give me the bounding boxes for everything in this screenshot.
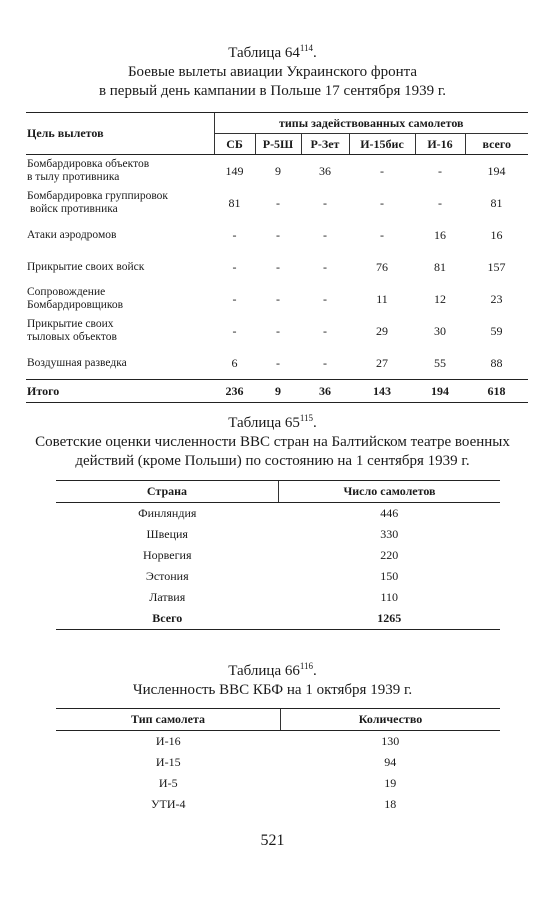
- type-column-header: Тип самолета: [56, 709, 281, 731]
- table-cell: -: [438, 195, 442, 210]
- table-cell: -: [276, 355, 280, 370]
- total-cell: 194: [415, 380, 465, 403]
- total-cell: 618: [465, 380, 528, 403]
- table-cell: 36: [319, 163, 331, 178]
- table-cell: -: [276, 323, 280, 338]
- table-cell: -: [232, 259, 237, 274]
- row-label: [26, 155, 214, 188]
- country-column-header: Страна: [56, 481, 279, 503]
- qty-cell: 19: [384, 776, 397, 790]
- row-label-line: Атаки аэродромов: [27, 228, 117, 241]
- table65-subtitle-1: Советские оценки численности ВВС стран на Балтийском театре военных: [35, 434, 510, 450]
- table64-footnote: 114: [299, 43, 314, 53]
- table64-subtitle-2: в первый день кампании в Польше 17 сентября 1939 г.: [98, 83, 447, 99]
- table-cell: -: [323, 355, 327, 370]
- column-header: всего: [465, 134, 528, 155]
- table65-title-line: Таблица $65^{115}$.: [228, 413, 317, 431]
- table-cell: -: [323, 291, 327, 306]
- column-header: И-16: [415, 134, 465, 155]
- table-cell: 11: [376, 291, 388, 306]
- table-cell: -: [438, 163, 442, 178]
- table-cell: 27: [376, 355, 388, 370]
- row-label: [26, 283, 214, 315]
- table-cell: -: [323, 195, 327, 210]
- qty-column-header: Количество: [281, 709, 501, 731]
- table-cell: 81: [228, 195, 241, 210]
- table-cell: -: [276, 195, 280, 210]
- table-cell: -: [380, 227, 384, 242]
- table65-footnote: 115: [299, 413, 314, 423]
- table-cell: -: [232, 323, 237, 338]
- type-cell: И-16: [155, 734, 181, 748]
- total-label: Итого: [26, 380, 214, 403]
- table-cell: 81: [434, 259, 446, 274]
- country-cell: Норвегия: [143, 548, 192, 562]
- row-label-line: Бомбардировка объектов: [27, 158, 150, 170]
- aircraft-types-header: типы задействованных самолетов: [214, 113, 528, 134]
- table-row: [26, 251, 528, 283]
- table-row: [56, 566, 500, 587]
- table66-title: Таблица 66: [228, 663, 300, 679]
- table-row: [56, 545, 500, 566]
- column-header: И-15бис: [349, 134, 415, 155]
- country-cell: Эстония: [145, 569, 189, 583]
- table-cell: -: [276, 259, 280, 274]
- table-row: [26, 283, 528, 315]
- total-cell: 236: [214, 380, 255, 403]
- table66-footnote: 116: [299, 661, 314, 671]
- table-cell: 59: [490, 323, 503, 338]
- row-label-line: Бомбардировка группировок: [27, 190, 169, 202]
- table-cell: 29: [376, 323, 388, 338]
- table64-subtitle-1: Боевые вылеты авиации Украинского фронта: [127, 64, 418, 80]
- table-row: [26, 155, 528, 188]
- table-row: [56, 524, 500, 545]
- row-label-line: Воздушная разведка: [27, 356, 127, 369]
- table-cell: -: [276, 291, 280, 306]
- row-label-line: войск противника: [30, 203, 118, 215]
- table66-header-row: [56, 709, 500, 731]
- row-label-line: Прикрытие своих войск: [27, 260, 145, 273]
- table-cell: 16: [434, 227, 446, 242]
- country-cell: Латвия: [149, 590, 186, 604]
- table-cell: -: [323, 323, 327, 338]
- table65: [56, 480, 500, 630]
- table-cell: 23: [490, 291, 503, 306]
- column-header: СБ: [214, 134, 255, 155]
- type-cell: УТИ-4: [151, 797, 186, 811]
- table-cell: 16: [490, 227, 503, 242]
- table-row: [56, 503, 500, 525]
- column-header: Р-5Ш: [255, 134, 301, 155]
- table-row: [56, 752, 500, 773]
- table65-subtitle-2: действий (кроме Польши) по состоянию на 1 сентября 1939 г.: [75, 453, 470, 469]
- table-cell: 12: [434, 291, 446, 306]
- count-cell: 330: [380, 527, 399, 541]
- count-cell: 110: [380, 590, 399, 604]
- row-label-line: тыловых объектов: [27, 331, 117, 343]
- table-cell: -: [232, 291, 237, 306]
- type-cell: И-5: [158, 776, 178, 790]
- table-cell: -: [323, 227, 327, 242]
- table-cell: -: [276, 227, 280, 242]
- purpose-column-header: Цель вылетов: [26, 113, 214, 155]
- type-cell: И-15: [155, 755, 181, 769]
- country-cell: Финляндия: [138, 506, 197, 520]
- row-label: [26, 219, 214, 251]
- count-cell: 446: [380, 506, 399, 520]
- table64-title: Таблица 64: [228, 45, 300, 61]
- row-label: [26, 315, 214, 347]
- qty-cell: 94: [384, 755, 397, 769]
- table-cell: 81: [490, 195, 503, 210]
- table65-header-row: [56, 481, 500, 503]
- row-label: [26, 347, 214, 380]
- table-cell: 149: [225, 163, 244, 178]
- table-row: [26, 187, 528, 219]
- total-cell: 143: [349, 380, 415, 403]
- table-cell: 88: [490, 355, 503, 370]
- table-cell: 55: [434, 355, 446, 370]
- table64-caption: [20, 44, 525, 101]
- row-label: [26, 187, 214, 219]
- table-cell: 9: [275, 163, 281, 178]
- table-cell: 76: [376, 259, 388, 274]
- table66-caption: [20, 662, 525, 700]
- table-row: [26, 219, 528, 251]
- total-cell: 36: [301, 380, 349, 403]
- row-label-line: в тылу противника: [27, 171, 120, 183]
- table-total-row: [56, 608, 500, 630]
- table-cell: 194: [487, 163, 506, 178]
- table64-title-line: Таблица $64^{114}$.: [228, 43, 317, 61]
- row-label-line: Прикрытие своих: [27, 318, 114, 330]
- table65-title: Таблица 65: [228, 415, 300, 431]
- count-cell: 150: [380, 569, 399, 583]
- total-count: 1265: [279, 608, 501, 630]
- table-cell: -: [232, 227, 237, 242]
- table-cell: 30: [434, 323, 446, 338]
- row-label-line: Сопровождение: [27, 286, 106, 298]
- table-row: [56, 587, 500, 608]
- qty-cell: 18: [384, 797, 397, 811]
- page-number: 521: [260, 832, 285, 849]
- count-column-header: Число самолетов: [279, 481, 501, 503]
- table-row: [56, 731, 500, 753]
- table-row: [26, 347, 528, 380]
- table64: [26, 112, 528, 403]
- table-cell: 157: [487, 259, 506, 274]
- row-label-line: Бомбардировщиков: [27, 299, 124, 311]
- count-cell: 220: [380, 548, 399, 562]
- total-cell: 9: [255, 380, 301, 403]
- table66: [56, 708, 500, 815]
- table-cell: -: [380, 163, 384, 178]
- table-cell: -: [380, 195, 384, 210]
- table-cell: -: [323, 259, 327, 274]
- qty-cell: 130: [381, 734, 400, 748]
- table65-caption: [20, 414, 525, 471]
- row-label: [26, 251, 214, 283]
- country-cell: Швеция: [146, 527, 188, 541]
- table66-subtitle: Численность ВВС КБФ на 1 октября 1939 г.: [132, 682, 413, 698]
- table-row: [56, 794, 500, 815]
- total-label: Всего: [56, 608, 279, 630]
- table-row: [56, 773, 500, 794]
- column-header: Р-Зет: [301, 134, 349, 155]
- table66-title-line: Таблица $66^{116}$.: [228, 661, 317, 679]
- table-cell: 6: [231, 355, 238, 370]
- table-total-row: [26, 380, 528, 403]
- table-row: [26, 315, 528, 347]
